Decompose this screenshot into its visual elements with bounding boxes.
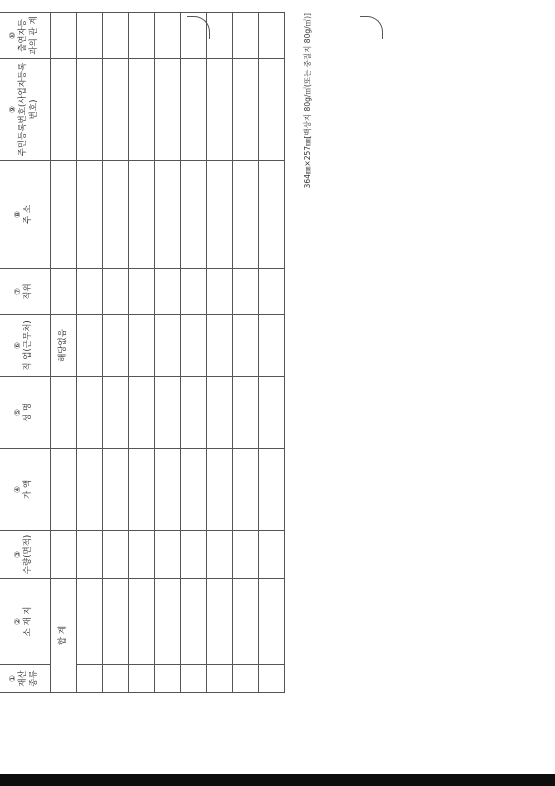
column-header: ⑨ 주민등록번호(사업자등록번호)	[0, 58, 50, 160]
table-row	[102, 12, 128, 692]
table-row	[76, 12, 102, 692]
detail-table	[0, 12, 285, 693]
column-header: ⑦ 직위	[0, 268, 50, 314]
column-header: ② 소 재 지	[0, 578, 50, 664]
column-header: ④ 가 액	[0, 448, 50, 530]
column-header: ③ 수량(면적)	[0, 530, 50, 578]
table-row	[232, 12, 258, 692]
rotated-form	[0, 13, 318, 693]
no-data-text: 해당없음	[50, 314, 76, 376]
column-header: ⑤ 성 명	[0, 376, 50, 448]
corner-crop-mark	[360, 16, 383, 39]
column-header-row	[0, 12, 50, 692]
table-row	[206, 12, 232, 692]
column-header: ⑧ 주 소	[0, 160, 50, 268]
table-row	[258, 12, 284, 692]
column-header: ① 재산종류	[0, 665, 50, 693]
table-row	[154, 12, 180, 692]
scan-bottom-edge	[0, 774, 555, 786]
table-row	[128, 12, 154, 692]
table-row	[180, 12, 206, 692]
total-row	[50, 12, 76, 692]
paper-spec-footer: 364㎜×257㎜[백상지 80g/㎡(또는 중질지 80g/㎡)]	[302, 13, 312, 189]
total-label: 합 계	[50, 578, 76, 692]
column-header: ⑩ 출연자등과의 관 계	[0, 12, 50, 58]
column-header: ⑥ 직 업(근무처)	[0, 314, 50, 376]
